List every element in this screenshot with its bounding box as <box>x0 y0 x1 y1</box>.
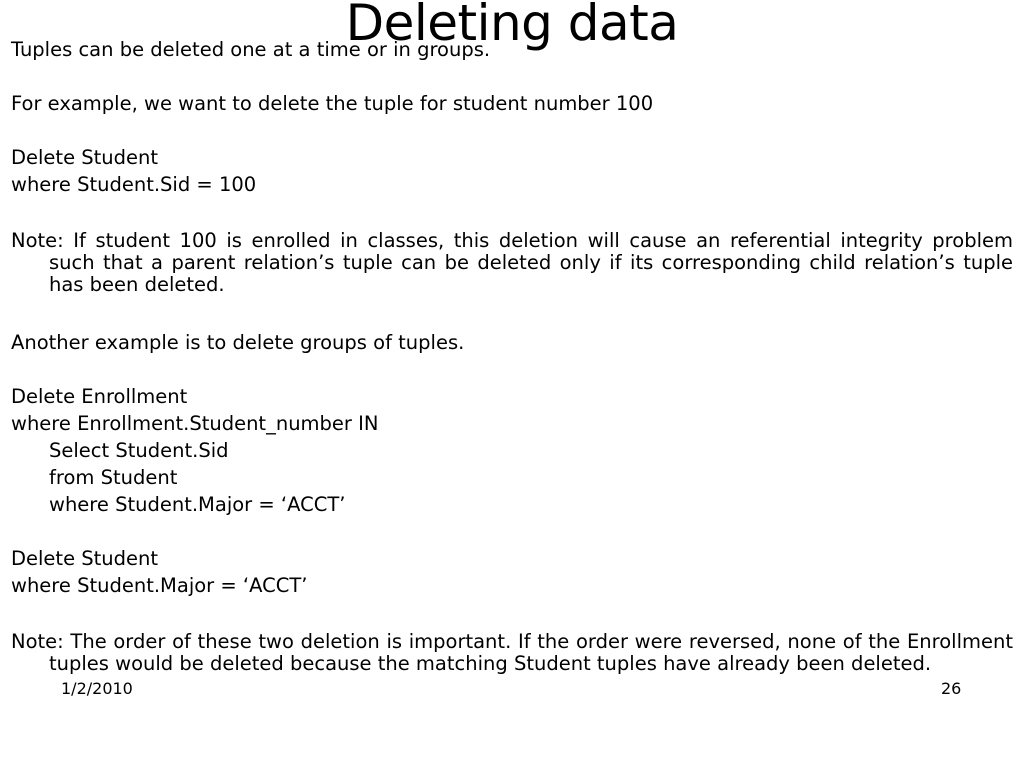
deletion-order-note: Note: The order of these two deletion is important. If the order were reversed, none of the Enrollment tuples would be deleted because the matching Student tuples have already been deleted. <box>11 630 1013 675</box>
slide-title: Deleting data <box>345 0 679 52</box>
query-line: Delete Student <box>11 146 159 169</box>
page-number: 26 <box>941 679 962 698</box>
footer-date: 1/2/2010 <box>61 679 133 698</box>
subquery-line: where Student.Major = ‘ACCT’ <box>49 493 346 516</box>
subquery-line: Select Student.Sid <box>49 439 229 462</box>
query-line: where Student.Major = ‘ACCT’ <box>11 574 308 597</box>
query-line: Delete Student <box>11 547 159 570</box>
example-intro-text: For example, we want to delete the tuple for student number 100 <box>11 92 654 115</box>
query-line: where Enrollment.Student_number IN <box>11 412 379 435</box>
subquery-line: from Student <box>49 466 178 489</box>
query-line: Delete Enrollment <box>11 385 188 408</box>
delete-acct-students-query <box>11 545 1013 599</box>
referential-integrity-note: Note: If student 100 is enrolled in classes, this deletion will cause an referential integrity problem such that a parent relation’s tuple can be deleted only if its corresponding child relation’s tuple has been deleted. <box>11 229 1013 296</box>
intro-text: Tuples can be deleted one at a time or in groups. <box>11 38 491 61</box>
delete-student-query <box>11 144 1013 198</box>
slide-body <box>11 36 1013 675</box>
query-line: where Student.Sid = 100 <box>11 173 257 196</box>
example2-intro-text: Another example is to delete groups of tuples. <box>11 331 465 354</box>
delete-enrollment-query <box>11 383 1013 518</box>
